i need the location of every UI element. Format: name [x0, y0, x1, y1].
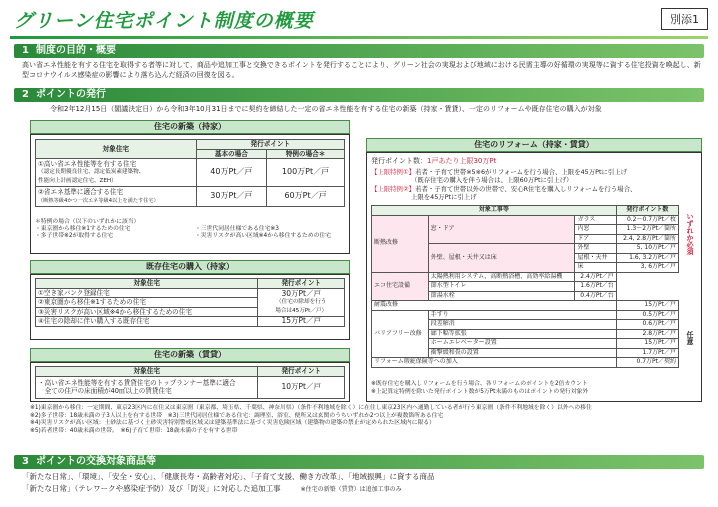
col-special: 特例の場合＊ [267, 149, 345, 159]
reform-pts: 2.4, 2.8万Pt／箇所 [616, 234, 678, 244]
existing-col-target: 対象住宅 [36, 279, 258, 289]
reform-sub-envelope: 外壁、屋根・天井又は床 [428, 244, 575, 273]
reform-row [372, 301, 679, 311]
reform-group-eco: エコ住宅設備 [372, 272, 429, 301]
reform-col-work: 対象工事等 [372, 206, 617, 216]
rental-box [30, 362, 350, 402]
special-note-3: ・三世代同居仕様である住宅※3 [195, 226, 279, 232]
reform-work: リフォーム瑕疵保険等への加入 [372, 358, 617, 368]
row1-basic-pts: 40万Pt／戸 [196, 159, 266, 187]
title-underline [10, 36, 708, 39]
reform-upper: 発行ポイント数：1戸あたり上限30万Pt [371, 157, 497, 165]
section-3-line-2: 「新たな日常」（テレワークや感染症予防）及び「防災」に対応した追加工事 ※住宅の新築（賃貸）は追加工事のみ [22, 484, 402, 493]
reform-work: 廊下幅等拡張 [428, 329, 616, 339]
reform-row [372, 272, 679, 282]
existing-box [30, 274, 350, 340]
reform-row [372, 310, 679, 320]
reform-special-2: 【上限特例②】若者・子育て世帯以外の世帯で、安心R住宅を購入しリフォームを行う場合、 上限を45万Ptに引上げ [371, 185, 637, 201]
rental-header: 住宅の新築（賃貸） [30, 348, 350, 362]
special-note-2: ・多子世帯※2が取得する住宅 [35, 233, 114, 239]
newhome-row1: ①高い省エネ性能等を有する住宅 （認定長期優良住宅、認定低炭素建築物、 性能向上計画認定住宅、ZEH） [36, 159, 197, 187]
reform-pts: 1.3〜2万Pt／箇所 [616, 225, 678, 235]
section-2-intro: 令和2年12月15日（閣議決定日）から令和3年10月31日までに契約を締結した一定の省エネ性能を有する住宅の新築（持家・賃貸）、一定のリフォームや既存住宅の購入が対象 [50, 105, 602, 113]
footnote: ※1)東京圏から移住：一定期間、東京23区内に在住又は東京圏（東京都、埼玉県、千葉県、神奈川県）（条件不利地域を除く）に在住し東京23区内へ通勤している者が行う東京圏（条件不利地域を除く）以外への移住 [30, 405, 592, 411]
newhome-header: 住宅の新築（持家） [30, 120, 350, 134]
section-3-header: 3 ポイントの交換対象商品等 [14, 455, 704, 469]
reform-group-seismic: 耐震改修 [372, 301, 617, 311]
reform-pts: 1.6万Pt／台 [575, 282, 616, 292]
col-basic: 基本の場合 [196, 149, 266, 159]
existing-pts-main: 30万Pt／戸 （住宅の除却を行う 場合は45万Pt／戸） [258, 288, 345, 317]
rental-col-target: 対象住宅 [36, 367, 258, 377]
footnote: ※2)多子世帯：18歳未満の子3人以上を有する世帯 ※3)三世代同居仕様である住宅：調理室、浴室、便所又は玄関のうちいずれか2つ以上が複数箇所ある住宅 [30, 412, 444, 419]
newhome-row2: ②省エネ基準に適合する住宅 （断熱等級4かつ一次エネ等級4以上を満たす住宅） [36, 187, 197, 207]
required-label: いずれか必須 [686, 213, 694, 255]
footnotes [30, 405, 710, 435]
reform-work: 床 [575, 263, 616, 273]
reform-row [372, 215, 679, 225]
special-note-head: ＊特例の場合（以下のいずれかに該当） [35, 219, 140, 225]
footnote: ※5)若者世帯：40歳未満の世帯。 ※6)子育て世帯：18歳未満の子を有する世帯 [30, 427, 238, 434]
section-1-header: 1 制度の目的・概要 [14, 44, 704, 58]
section-1-text: 高い省エネ性能を有する住宅を取得する者等に対して、商品や追加工事と交換できるポイントを発行することにより、グリーン社会の実現および地域における民需主導の好循環の実現等に資する住宅投資を喚起し、新型コロナウイルス感染症の影響により落ち込んだ経済の回復を図る。 [22, 61, 701, 79]
reform-work: 外壁 [575, 244, 616, 254]
reform-work: ホームエレベーター設置 [428, 339, 616, 349]
reform-pts: 5, 10万Pt／戸 [616, 244, 678, 254]
row2-basic-pts: 30万Pt／戸 [196, 187, 266, 207]
reform-group-insulation: 断熱改修 [372, 215, 429, 272]
reform-special-1: 【上限特例①】若者・子育て世帯※5※6がリフォームを行う場合、上限を45万Ptに引上げ （既存住宅の購入を伴う場合は、上限60万Ptに引上げ） [371, 168, 628, 184]
existing-col-points: 発行ポイント [258, 279, 345, 289]
reform-group-barrierfree: バリアフリー改修 [372, 310, 429, 358]
reform-work: 節水型トイレ [428, 282, 575, 292]
reform-pts: 0.5万Pt／戸 [616, 310, 678, 320]
reform-pts: 15万Pt／戸 [616, 301, 678, 311]
existing-pts-4: 15万Pt／戸 [258, 317, 345, 327]
reform-pts: 3, 6万Pt／戸 [616, 263, 678, 273]
reform-header: 住宅のリフォーム（持家・賃貸） [366, 138, 702, 152]
col-points: 発行ポイント [196, 140, 344, 150]
reform-col-pts: 発行ポイント数 [616, 206, 678, 216]
col-target: 対象住宅 [36, 140, 197, 159]
rental-col-points: 発行ポイント [258, 367, 345, 377]
reform-work: ガラス [575, 215, 616, 225]
newhome-box [30, 134, 350, 254]
reform-pts: 1.6, 3.2万Pt／戸 [616, 253, 678, 263]
special-note-4: ・災害リスクが高い区域※4から移住するための住宅 [195, 233, 331, 239]
reform-pts: 2.4万Pt／戸 [575, 272, 616, 282]
page-title: グリーン住宅ポイント制度の概要 [14, 10, 314, 32]
reform-foot-2: ※上記算定特例を除いた発行ポイント数が5万Pt未満のものはポイントの発行対象外 [371, 389, 589, 395]
existing-row-2: ②東京圏から移住※1するための住宅 [36, 298, 258, 308]
existing-row-1: ①空き家バンク登録住宅 [36, 288, 258, 298]
row1-special-pts: 100万Pt／戸 [267, 159, 345, 187]
reform-pts: 0.2〜0.7万Pt／枚 [616, 215, 678, 225]
reform-pts: 15万Pt／戸 [616, 339, 678, 349]
optional-label: 任意 [686, 331, 694, 345]
existing-header: 既存住宅の購入（持家） [30, 260, 350, 274]
reform-foot-1: ※既存住宅を購入しリフォームを行う場合、各リフォームのポイントを2倍カウント [371, 381, 588, 387]
reform-pts: 2.8万Pt／戸 [616, 329, 678, 339]
reform-work: 屋根・天井 [575, 253, 616, 263]
existing-row-3: ③災害リスクが高い区域※4から移住するための住宅 [36, 307, 258, 317]
special-note-1: ・東京圏から移住※1するための住宅 [35, 226, 131, 232]
annex-label: 別添1 [661, 8, 708, 30]
reform-work: 段差解消 [428, 320, 616, 330]
reform-pts: 0.7万Pt／契約 [616, 358, 678, 368]
existing-row-4: ④住宅の除却に伴い購入する既存住宅 [36, 317, 258, 327]
reform-work: 衝撃緩和畳の設置 [428, 348, 616, 358]
reform-work: 手すり [428, 310, 616, 320]
reform-sub-window: 窓・ドア [428, 215, 575, 244]
reform-box [366, 152, 702, 402]
rental-pts: 10万Pt／戸 [258, 376, 345, 398]
reform-pts: 0.6万Pt／戸 [616, 320, 678, 330]
reform-work: ドア [575, 234, 616, 244]
reform-pts: 1.7万Pt／戸 [616, 348, 678, 358]
rental-row: ・高い省エネ性能等を有する賃貸住宅のトップランナー基準に適合 全ての住戸の床面積が40㎡以上の賃貸住宅 [36, 376, 258, 398]
reform-work: 太陽熱利用システム、高断熱浴槽、高効率給湯機 [428, 272, 575, 282]
reform-pts: 0.4万Pt／台 [575, 291, 616, 301]
footnote: ※4)災害リスクが高い区域：土砂法に基づく土砂災害特別警戒区域又は建築基準法に基づく災害危険区域（建築物の建築の禁止が定められた区域内に限る） [30, 420, 435, 426]
row2-special-pts: 60万Pt／戸 [267, 187, 345, 207]
reform-row [372, 358, 679, 368]
reform-work: 節湯水栓 [428, 291, 575, 301]
section-2-header: 2 ポイントの発行 [14, 88, 704, 102]
section-3-line-1: 「新たな日常」、「環境」、「安全・安心」、「健康長寿・高齢者対応」、「子育て支援、働き方改革」、「地域振興」に資する商品 [22, 472, 435, 481]
reform-work: 内窓 [575, 225, 616, 235]
